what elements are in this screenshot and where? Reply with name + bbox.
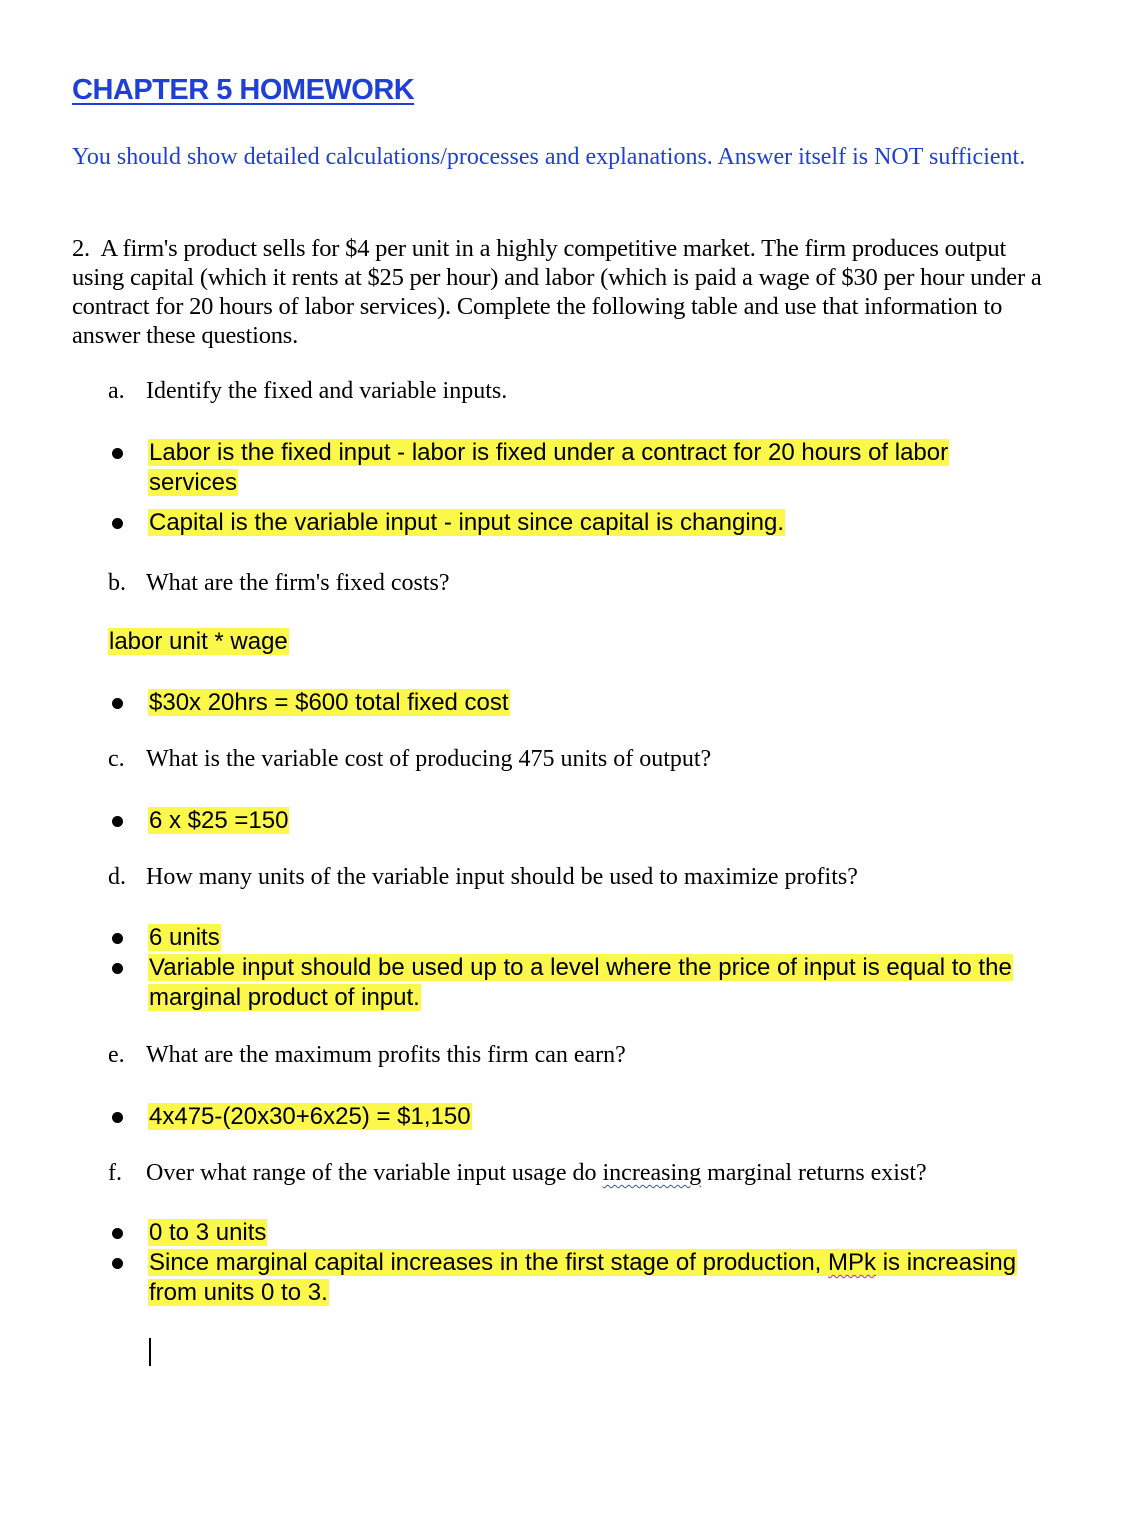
bullet-icon [112, 1228, 123, 1239]
answer-text: is increasing [876, 1249, 1017, 1276]
bullet-icon [112, 698, 123, 709]
question-text: What are the maximum profits this firm can earn? [146, 1042, 626, 1068]
answer-text: labor unit * wage [109, 628, 288, 655]
question-text: How many units of the variable input should be used to maximize profits? [146, 864, 858, 890]
question-letter: a. [108, 378, 125, 404]
problem-statement [72, 234, 1062, 350]
instructions: You should show detailed calculations/processes and explanations. Answer itself is NOT sufficient. [72, 144, 1026, 170]
spellcheck-flagged-word[interactable]: increasing [602, 1160, 702, 1186]
question-letter: b. [108, 570, 126, 596]
question-letter: d. [108, 864, 126, 890]
bullet-icon [112, 1258, 123, 1269]
question-text: Identify the fixed and variable inputs. [146, 378, 508, 404]
bullet-icon [112, 518, 123, 529]
problem-number: 2. [72, 235, 90, 262]
question-letter: c. [108, 746, 125, 772]
question-b [108, 570, 450, 597]
bullet-icon [112, 933, 123, 944]
question-letter: e. [108, 1042, 125, 1068]
answer-text: marginal product of input. [149, 984, 420, 1011]
bullet-icon [112, 963, 123, 974]
text-cursor[interactable] [149, 1338, 151, 1366]
answer-text: 6 units [149, 924, 220, 951]
question-c [108, 746, 711, 773]
spellcheck-flagged-word[interactable]: MPk [828, 1249, 877, 1276]
bullet-icon [112, 448, 123, 459]
question-text: marginal returns exist? [701, 1160, 927, 1186]
question-letter: f. [108, 1160, 122, 1186]
question-d [108, 864, 858, 891]
question-a [108, 378, 507, 405]
answer-text: from units 0 to 3. [149, 1279, 328, 1306]
question-f [108, 1160, 927, 1187]
answer-text: 6 x $25 =150 [149, 807, 289, 834]
answer-text: Capital is the variable input - input since capital is changing. [149, 509, 785, 536]
bullet-icon [112, 1112, 123, 1123]
answer-text: services [149, 469, 238, 496]
question-text: Over what range of the variable input usage do [146, 1160, 603, 1186]
problem-text: A firm's product sells for $4 per unit in a highly competitive market. The firm produces output using capital (which it rents at $25 per hour) and labor (which is paid a wage of $30 per hour under a contract for 20 hours of labor services). Complete the following table and use that information to answer these questions. [72, 235, 1042, 349]
answer-text: $30x 20hrs = $600 total fixed cost [149, 689, 509, 716]
page-title: CHAPTER 5 HOMEWORK [72, 74, 415, 106]
question-e [108, 1042, 626, 1069]
bullet-icon [112, 816, 123, 827]
question-text: What are the firm's fixed costs? [146, 570, 450, 596]
answer-text: Variable input should be used up to a level where the price of input is equal to the [149, 954, 1012, 981]
answer-text: 0 to 3 units [149, 1219, 267, 1246]
answer-text: 4x475-(20x30+6x25) = $1,150 [149, 1103, 471, 1130]
answer-text: Labor is the fixed input - labor is fixed under a contract for 20 hours of labor [149, 439, 949, 466]
question-text: What is the variable cost of producing 475 units of output? [146, 746, 712, 772]
answer-text: Since marginal capital increases in the first stage of production, [149, 1249, 829, 1276]
answer-note [108, 628, 289, 656]
